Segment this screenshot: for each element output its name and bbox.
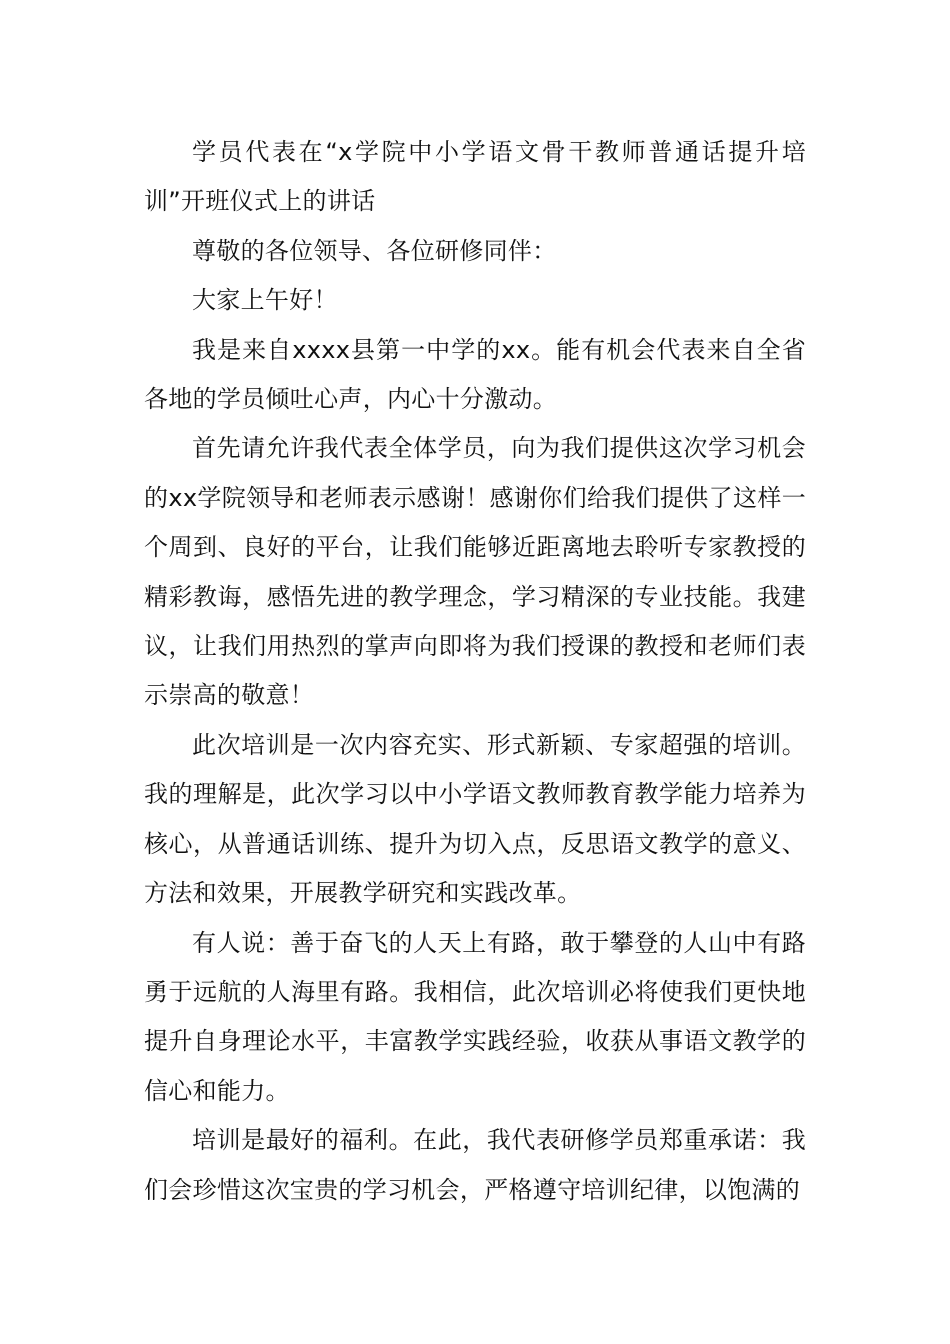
speech-title: 学员代表在“x学院中小学语文骨干教师普通话提升培训”开班仪式上的讲话 xyxy=(144,138,806,216)
training-description-paragraph: 此次培训是一次内容充实、形式新颖、专家超强的培训。我的理解是，此次学习以中小学语文教师教育教学能力培养为核心，从普通话训练、提升为切入点，反思语文教学的意义、方法和效果，开展教学研究和实践改革。 xyxy=(144,730,806,908)
document-page xyxy=(144,128,806,1215)
greeting-paragraph: 尊敬的各位领导、各位研修同伴： xyxy=(192,236,557,265)
salutation-paragraph: 大家上午好！ xyxy=(192,286,338,315)
commitment-paragraph: 培训是最好的福利。在此，我代表研修学员郑重承诺：我们会珍惜这次宝贵的学习机会，严格遵守培训纪律，以饱满的 xyxy=(144,1126,806,1204)
introduction-paragraph: 我是来自xxxx县第一中学的xx。能有机会代表来自全省各地的学员倾吐心声，内心十分激动。 xyxy=(144,335,806,414)
thanks-paragraph: 首先请允许我代表全体学员，向为我们提供这次学习机会的xx学院领导和老师表示感谢！感谢你们给我们提供了这样一个周到、良好的平台，让我们能够近距离地去聆听专家教授的精彩教诲，感悟先进的教学理念，学习精深的专业技能。我建议，让我们用热烈的掌声向即将为我们授课的教授和老师们表示崇高的敬意！ xyxy=(144,434,806,710)
belief-paragraph: 有人说：善于奋飞的人天上有路，敢于攀登的人山中有路勇于远航的人海里有路。我相信，此次培训必将使我们更快地提升自身理论水平，丰富教学实践经验，收获从事语文教学的信心和能力。 xyxy=(144,928,806,1105)
